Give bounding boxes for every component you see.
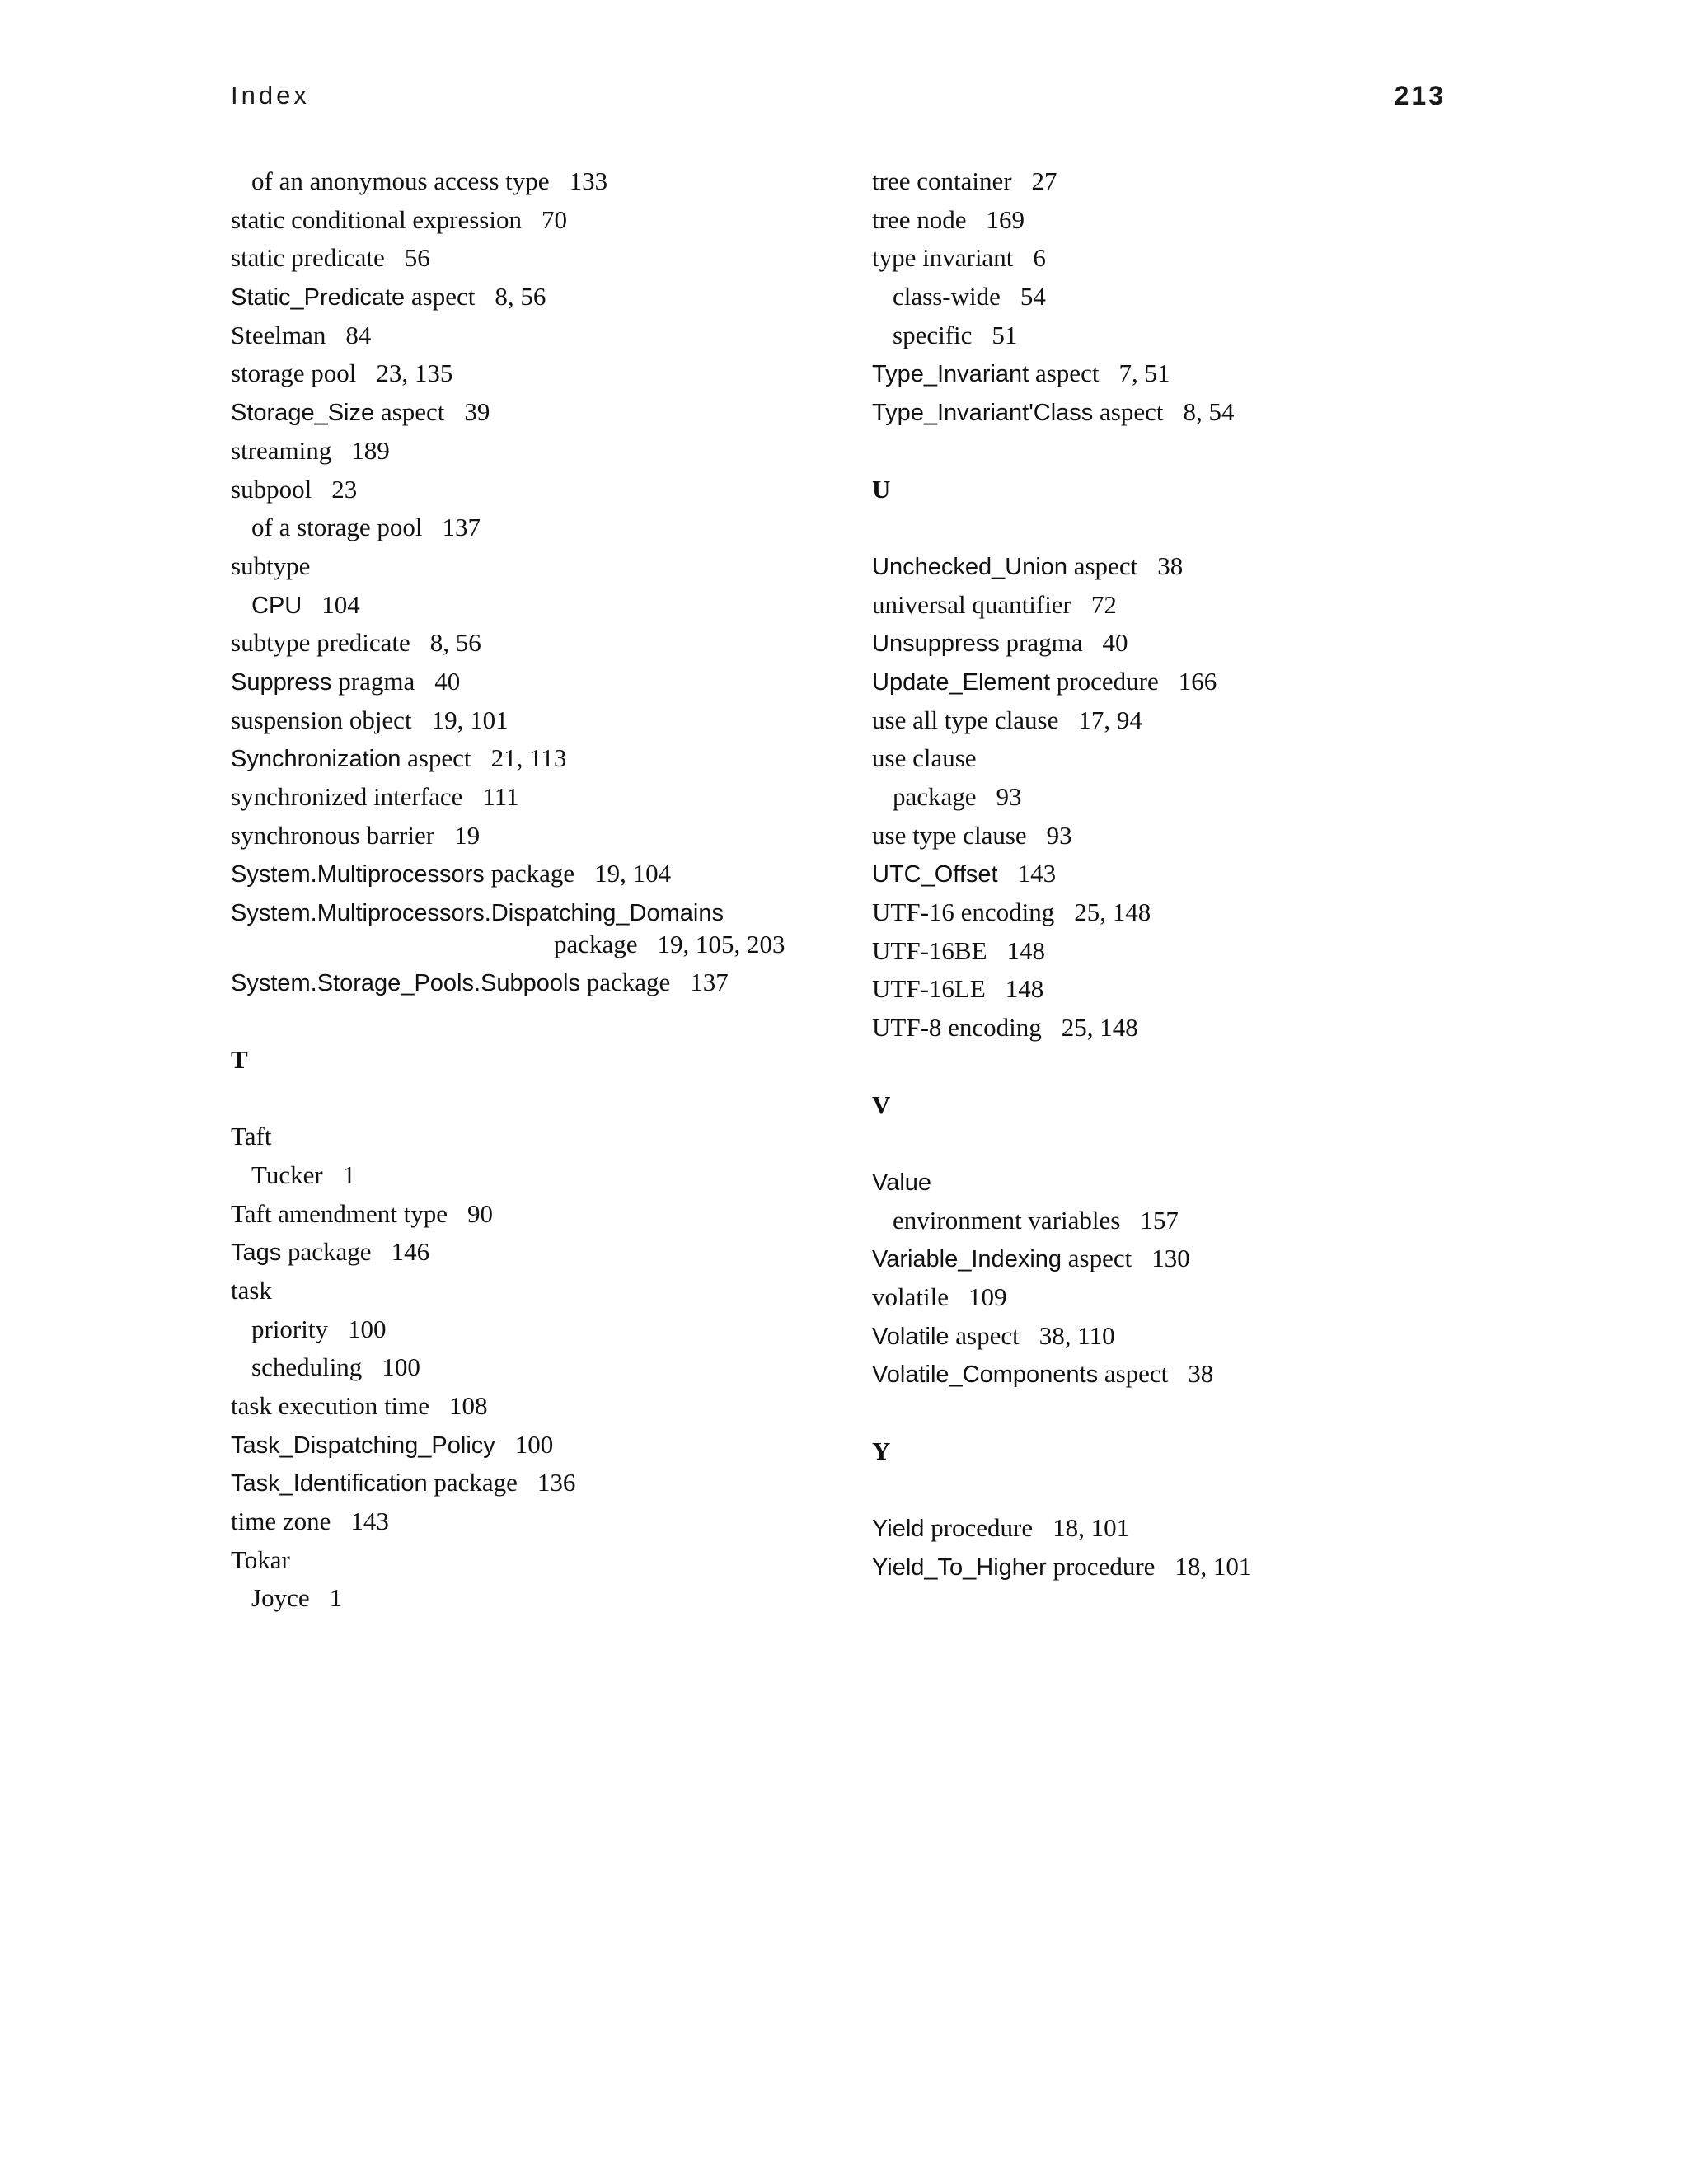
entry-page-refs: 133	[569, 166, 608, 195]
entry-page-refs: 51	[992, 320, 1018, 349]
index-subentry	[872, 778, 1465, 817]
index-spacer	[872, 1124, 1465, 1163]
entry-page-refs: 111	[482, 782, 519, 811]
entry-page-refs: 19, 101	[431, 705, 509, 734]
entry-term: Joyce	[251, 1583, 310, 1613]
entry-page-refs: 8, 56	[429, 628, 481, 658]
entry-code-term: Type_Invariant'Class	[872, 400, 1094, 427]
entry-term: volatile	[872, 1282, 949, 1311]
entry-term: use all type clause	[872, 705, 1059, 734]
entry-term: subtype	[231, 551, 311, 580]
entry-code-term: Yield_To_Higher	[872, 1554, 1047, 1581]
index-column-left	[231, 162, 824, 1618]
entry-term: pragma	[1006, 628, 1083, 658]
entry-code-term: UTC_Offset	[872, 861, 998, 888]
entry-page-refs: 143	[350, 1507, 389, 1536]
entry-term: tree container	[872, 166, 1012, 195]
entry-term: Tucker	[251, 1160, 323, 1189]
index-entry	[872, 547, 1465, 586]
entry-term: task execution time	[231, 1391, 430, 1420]
index-entry	[872, 1278, 1465, 1317]
entry-term: subpool	[231, 474, 312, 504]
index-entry	[872, 586, 1465, 625]
entry-page-refs: 1	[329, 1583, 343, 1613]
index-column-right	[872, 162, 1465, 1586]
entry-page-refs: 148	[1006, 935, 1045, 965]
entry-term: use clause	[872, 743, 977, 773]
index-letter-heading: T	[231, 1044, 248, 1074]
entry-code-term: Unsuppress	[872, 630, 1000, 658]
index-spacer	[872, 509, 1465, 547]
index-letter-heading: Y	[872, 1436, 891, 1465]
entry-term: Tokar	[231, 1544, 290, 1574]
entry-page-refs: 157	[1140, 1205, 1179, 1235]
entry-term: static predicate	[231, 243, 385, 273]
entry-term: synchronized interface	[231, 782, 463, 811]
index-entry	[872, 1548, 1465, 1586]
entry-page-refs: 25, 148	[1061, 1013, 1138, 1043]
entry-page-refs: 108	[449, 1391, 488, 1420]
entry-term: Taft amendment type	[231, 1198, 448, 1228]
entry-page-refs: 70	[541, 204, 567, 234]
index-entry	[231, 278, 824, 316]
entry-code-term: System.Multiprocessors.Dispatching_Domains	[231, 900, 724, 927]
entry-term: storage pool	[231, 359, 357, 388]
entry-term: aspect	[1034, 359, 1100, 388]
entry-code-term: System.Multiprocessors	[231, 861, 485, 888]
index-entry	[231, 663, 824, 701]
index-entry	[872, 239, 1465, 278]
index-entry	[231, 1464, 824, 1502]
entry-term: package	[434, 1468, 518, 1497]
entry-code-term: Tags	[231, 1240, 282, 1267]
index-entry	[872, 1509, 1465, 1548]
entry-code-term: Value	[872, 1169, 932, 1196]
index-entry	[872, 162, 1465, 201]
index-entry	[231, 1118, 824, 1156]
entry-page-refs: 7, 51	[1118, 359, 1170, 388]
entry-page-refs: 104	[321, 589, 360, 619]
entry-term: of a storage pool	[251, 513, 423, 542]
entry-term: aspect	[410, 282, 476, 312]
entry-page-refs: 90	[467, 1198, 493, 1228]
index-spacer	[872, 1394, 1465, 1432]
entry-term: priority	[251, 1314, 328, 1343]
index-subentry	[231, 162, 824, 201]
index-entry	[872, 1240, 1465, 1278]
index-entry	[872, 1355, 1465, 1394]
entry-page-refs: 23, 135	[376, 359, 453, 388]
entry-term: aspect	[955, 1320, 1020, 1350]
entry-term: UTF-8 encoding	[872, 1013, 1042, 1043]
entry-page-refs: 19, 105, 203	[657, 929, 785, 958]
index-spacer	[231, 1002, 824, 1041]
entry-page-refs: 100	[514, 1429, 554, 1459]
entry-term: package	[490, 859, 575, 888]
entry-term: aspect	[380, 397, 445, 427]
index-entry	[231, 1502, 824, 1541]
entry-page-refs: 18, 101	[1053, 1513, 1130, 1543]
index-spacer	[872, 432, 1465, 471]
entry-term: static conditional expression	[231, 204, 522, 234]
entry-term: use type clause	[872, 820, 1027, 850]
entry-page-refs: 84	[345, 320, 372, 349]
entry-code-term: Variable_Indexing	[872, 1246, 1062, 1273]
entry-page-refs: 18, 101	[1175, 1551, 1252, 1581]
entry-page-refs: 137	[690, 968, 729, 997]
index-entry	[872, 739, 1465, 778]
index-entry	[231, 316, 824, 355]
entry-term: aspect	[1067, 1244, 1132, 1273]
index-entry	[872, 201, 1465, 240]
entry-term: procedure	[931, 1513, 1034, 1543]
entry-page-refs: 109	[968, 1282, 1007, 1311]
entry-page-refs: 21, 113	[490, 743, 567, 773]
entry-term: Taft	[231, 1122, 272, 1151]
entry-page-refs: 72	[1090, 589, 1117, 619]
entry-page-refs: 136	[537, 1468, 576, 1497]
entry-page-refs: 19	[454, 820, 481, 850]
index-entry	[231, 201, 824, 240]
entry-term: pragma	[338, 666, 415, 696]
index-spacer	[231, 1080, 824, 1118]
entry-code-term: CPU	[251, 592, 302, 619]
entry-term: synchronous barrier	[231, 820, 435, 850]
entry-term: aspect	[1073, 551, 1138, 580]
index-entry	[872, 1163, 1465, 1202]
entry-code-term: Task_Identification	[231, 1470, 428, 1497]
index-entry	[872, 855, 1465, 893]
index-entry	[872, 970, 1465, 1009]
index-entry	[872, 701, 1465, 740]
index-entry	[231, 354, 824, 393]
entry-page-refs: 40	[1102, 628, 1128, 658]
index-entry	[231, 963, 824, 1002]
entry-code-term: Unchecked_Union	[872, 553, 1067, 580]
entry-page-refs: 27	[1031, 166, 1057, 195]
entry-page-refs: 143	[1017, 859, 1057, 888]
entry-page-refs: 93	[996, 782, 1022, 811]
entry-term: time zone	[231, 1507, 331, 1536]
entry-code-term: Type_Invariant	[872, 361, 1029, 388]
entry-code-term: Storage_Size	[231, 400, 375, 427]
entry-code-term: Volatile_Components	[872, 1361, 1099, 1389]
entry-term: procedure	[1053, 1551, 1156, 1581]
index-entry	[231, 547, 824, 586]
entry-term: tree node	[872, 204, 967, 234]
page-number: 213	[1394, 81, 1446, 110]
index-entry	[231, 778, 824, 817]
entry-page-refs: 6	[1033, 243, 1046, 273]
entry-page-refs: 148	[1005, 974, 1044, 1004]
entry-page-refs: 100	[348, 1314, 387, 1343]
entry-page-refs: 189	[351, 435, 390, 465]
index-subentry	[231, 1156, 824, 1195]
entry-term: UTF-16LE	[872, 974, 986, 1004]
index-entry	[872, 354, 1465, 393]
index-entry	[872, 663, 1465, 701]
index-entry	[231, 1541, 824, 1580]
entry-term: of an anonymous access type	[251, 166, 550, 195]
entry-code-term: Volatile	[872, 1323, 950, 1350]
index-subentry	[231, 1310, 824, 1349]
index-entry	[231, 817, 824, 855]
entry-page-refs: 38	[1157, 551, 1184, 580]
entry-term: package	[288, 1237, 372, 1267]
index-entry	[231, 471, 824, 509]
entry-term: package	[893, 782, 977, 811]
entry-term: aspect	[1100, 397, 1164, 427]
index-entry	[872, 1009, 1465, 1047]
index-entry	[872, 393, 1465, 432]
index-entry	[872, 624, 1465, 663]
index-entry	[231, 624, 824, 663]
entry-page-refs: 166	[1178, 666, 1217, 696]
index-entry	[231, 1387, 824, 1426]
entry-page-refs: 137	[442, 513, 481, 542]
running-header-title: Index	[231, 81, 310, 110]
index-subentry	[231, 1348, 824, 1387]
index-subentry	[231, 586, 824, 625]
entry-term: type invariant	[872, 243, 1014, 273]
entry-term: UTF-16BE	[872, 935, 987, 965]
entry-term: subtype predicate	[231, 628, 410, 658]
entry-term: aspect	[407, 743, 471, 773]
entry-term: package	[554, 929, 638, 958]
entry-page-refs: 146	[391, 1237, 430, 1267]
index-subentry	[872, 1202, 1465, 1240]
entry-term: task	[231, 1275, 272, 1305]
entry-term: class-wide	[893, 282, 1001, 312]
index-letter-heading: U	[872, 474, 891, 504]
entry-term: universal quantifier	[872, 589, 1071, 619]
entry-page-refs: 19, 104	[594, 859, 672, 888]
entry-page-refs: 40	[434, 666, 461, 696]
entry-term: aspect	[1104, 1359, 1169, 1389]
index-entry	[872, 817, 1465, 855]
entry-term: Steelman	[231, 320, 326, 349]
entry-page-refs: 56	[404, 243, 430, 273]
index-entry	[231, 855, 824, 893]
index-subentry	[231, 509, 824, 547]
index-entry	[231, 739, 824, 778]
index-entry	[872, 893, 1465, 932]
index-entry	[872, 932, 1465, 971]
index-entry	[231, 1272, 824, 1310]
entry-term: scheduling	[251, 1352, 363, 1382]
entry-term: environment variables	[893, 1205, 1121, 1235]
entry-page-refs: 8, 56	[495, 282, 546, 312]
entry-page-refs: 93	[1046, 820, 1072, 850]
index-entry	[231, 1195, 824, 1234]
index-letter-heading: V	[872, 1090, 891, 1119]
entry-term: package	[586, 968, 671, 997]
entry-term: procedure	[1056, 666, 1159, 696]
index-entry	[231, 239, 824, 278]
index-spacer	[872, 1470, 1465, 1509]
entry-code-term: Task_Dispatching_Policy	[231, 1432, 495, 1459]
index-entry	[872, 1317, 1465, 1356]
entry-page-refs: 23	[331, 474, 358, 504]
entry-code-term: System.Storage_Pools.Subpools	[231, 970, 580, 997]
index-entry	[231, 393, 824, 432]
entry-code-term: Suppress	[231, 668, 332, 696]
entry-page-refs: 1	[342, 1160, 356, 1189]
entry-page-refs: 17, 94	[1078, 705, 1142, 734]
index-spacer	[872, 1047, 1465, 1086]
entry-page-refs: 8, 54	[1183, 397, 1235, 427]
index-subentry	[872, 278, 1465, 316]
entry-page-refs: 39	[464, 397, 490, 427]
entry-code-term: Yield	[872, 1516, 925, 1543]
entry-term: streaming	[231, 435, 332, 465]
entry-code-term: Update_Element	[872, 668, 1051, 696]
entry-page-refs: 38	[1188, 1359, 1214, 1389]
index-entry	[231, 701, 824, 740]
entry-page-refs: 169	[986, 204, 1025, 234]
entry-term: specific	[893, 320, 973, 349]
entry-page-refs: 100	[382, 1352, 420, 1382]
entry-page-refs: 54	[1020, 282, 1046, 312]
entry-page-refs: 25, 148	[1074, 898, 1151, 927]
index-entry	[231, 1233, 824, 1272]
index-subentry	[231, 1579, 824, 1618]
index-entry	[231, 432, 824, 471]
entry-code-term: Static_Predicate	[231, 284, 406, 312]
index-entry	[231, 1426, 824, 1465]
entry-page-refs: 130	[1151, 1244, 1190, 1273]
entry-term: suspension object	[231, 705, 412, 734]
index-subentry	[872, 316, 1465, 355]
entry-term: UTF-16 encoding	[872, 898, 1055, 927]
entry-code-term: Synchronization	[231, 746, 401, 773]
entry-page-refs: 38, 110	[1039, 1320, 1115, 1350]
